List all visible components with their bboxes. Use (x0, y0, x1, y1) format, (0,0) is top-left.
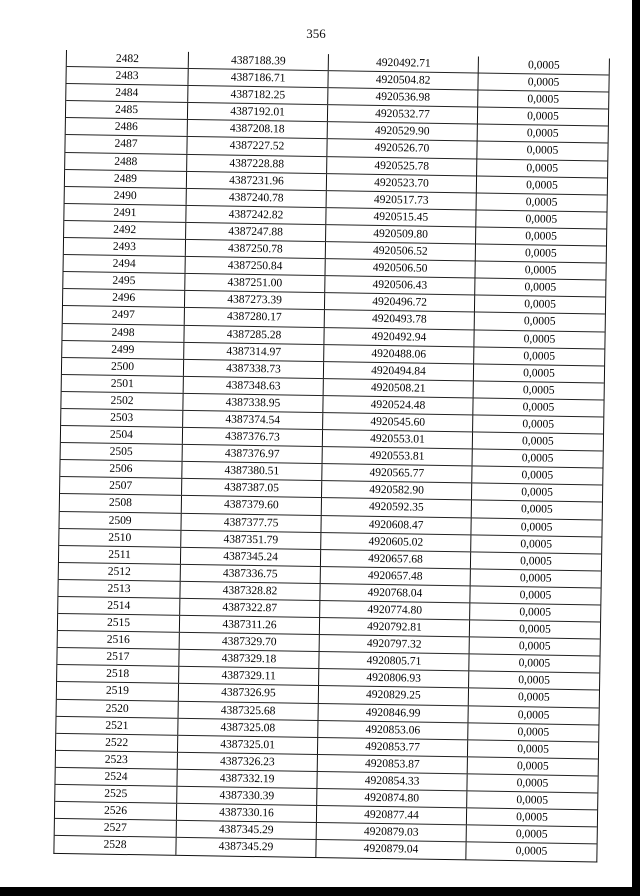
y-coordinate-cell: 4920494.84 (324, 362, 474, 380)
y-coordinate-cell: 4920509.80 (326, 225, 476, 243)
y-coordinate-cell: 4920854.33 (317, 772, 467, 790)
accuracy-cell: 0,0005 (519, 623, 551, 636)
point-number-cell: 2489 (65, 170, 187, 188)
point-number-cell: 2502 (61, 392, 183, 410)
point-number-cell: 2517 (57, 648, 179, 666)
accuracy-cell: 0,0005 (521, 486, 554, 500)
y-coordinate-cell: 4920829.25 (319, 687, 469, 705)
point-number-cell: 2518 (57, 665, 179, 683)
point-number-cell: 2521 (56, 717, 178, 735)
y-coordinate-cell: 4920792.81 (320, 618, 470, 636)
y-coordinate-cell: 4920877.44 (317, 806, 467, 824)
x-coordinate-cell: 4387326.23 (178, 753, 318, 771)
accuracy-cell: 0,0005 (524, 298, 556, 312)
x-coordinate-cell: 4387325.08 (178, 719, 318, 737)
y-coordinate-cell: 4920492.71 (329, 54, 479, 72)
x-coordinate-cell: 4387332.19 (177, 770, 317, 788)
y-coordinate-cell: 4920774.80 (320, 601, 470, 619)
accuracy-cell: 0,0005 (522, 401, 555, 414)
y-coordinate-cell: 4920879.04 (316, 840, 466, 859)
point-number-cell: 2494 (64, 255, 186, 273)
accuracy-cell: 0,0005 (515, 828, 548, 841)
accuracy-cell: 0,0005 (519, 572, 552, 585)
accuracy-cell: 0,0005 (516, 777, 549, 790)
accuracy-cell: 0,0005 (516, 794, 549, 807)
x-coordinate-cell: 4387329.11 (179, 667, 319, 685)
y-coordinate-cell: 4920853.87 (318, 755, 468, 773)
y-coordinate-cell: 4920853.77 (318, 738, 468, 756)
x-coordinate-cell: 4387285.28 (184, 325, 324, 343)
accuracy-cell: 0,0005 (519, 589, 552, 602)
accuracy-cell: 0,0005 (521, 469, 554, 482)
accuracy-cell: 0,0005 (519, 606, 552, 619)
x-coordinate-cell: 4387240.78 (187, 189, 327, 207)
point-number-cell: 2512 (59, 563, 181, 581)
y-coordinate-cell: 4920506.52 (326, 242, 476, 260)
accuracy-cell: 0,0005 (521, 452, 554, 465)
coordinates-table (53, 50, 610, 863)
y-coordinate-cell: 4920493.78 (325, 311, 475, 329)
accuracy-cell: 0,0005 (523, 315, 556, 329)
accuracy-cell: 0,0005 (524, 264, 557, 277)
accuracy-cell: 0,0005 (526, 144, 559, 158)
point-number-cell: 2523 (56, 751, 178, 769)
y-coordinate-cell: 4920592.35 (322, 499, 472, 517)
x-coordinate-cell: 4387348.63 (184, 377, 324, 395)
x-coordinate-cell: 4387376.73 (183, 428, 323, 446)
y-coordinate-cell: 4920565.77 (322, 464, 472, 482)
point-number-cell: 2492 (64, 221, 186, 239)
y-coordinate-cell: 4920853.06 (318, 721, 468, 739)
x-coordinate-cell: 4387280.17 (185, 308, 325, 326)
x-coordinate-cell: 4387231.96 (187, 172, 327, 190)
accuracy-cell: 0,0005 (517, 708, 550, 722)
accuracy-cell: 0,0005 (515, 845, 548, 858)
y-coordinate-cell: 4920506.50 (325, 259, 475, 277)
y-coordinate-cell: 4920879.03 (317, 823, 467, 841)
x-coordinate-cell: 4387314.97 (184, 342, 324, 360)
point-number-cell: 2527 (55, 819, 177, 837)
point-number-cell: 2488 (65, 153, 187, 171)
x-coordinate-cell: 4387338.95 (183, 394, 323, 412)
point-number-cell: 2522 (56, 734, 178, 752)
x-coordinate-cell: 4387250.84 (186, 257, 326, 275)
x-coordinate-cell: 4387227.52 (187, 137, 327, 155)
y-coordinate-cell: 4920553.81 (323, 447, 473, 465)
x-coordinate-cell: 4387228.88 (187, 154, 327, 172)
point-number-cell: 2525 (55, 785, 177, 803)
y-coordinate-cell: 4920508.21 (324, 379, 474, 397)
x-coordinate-cell: 4387326.95 (179, 684, 319, 702)
x-coordinate-cell: 4387338.73 (184, 360, 324, 378)
point-number-cell: 2514 (58, 597, 180, 615)
y-coordinate-cell: 4920532.77 (328, 105, 478, 123)
y-coordinate-cell: 4920526.70 (327, 140, 477, 158)
accuracy-cell: 0,0005 (527, 76, 560, 89)
y-coordinate-cell: 4920506.43 (325, 276, 475, 294)
accuracy-cell: 0,0005 (520, 554, 552, 568)
accuracy-cell: 0,0005 (520, 503, 553, 517)
accuracy-cell: 0,0005 (523, 366, 555, 380)
x-coordinate-cell: 4387329.70 (180, 633, 320, 651)
y-coordinate-cell: 4920529.90 (328, 122, 478, 140)
y-coordinate-cell: 4920523.70 (327, 174, 477, 192)
accuracy-cell: 0,0005 (520, 520, 553, 534)
point-number-cell: 2485 (66, 101, 188, 119)
accuracy-cell: 0,0005 (525, 213, 558, 226)
accuracy-cell: 0,0005 (516, 811, 548, 824)
point-number-cell: 2508 (60, 494, 182, 512)
point-number-cell: 2497 (63, 306, 185, 324)
y-coordinate-cell: 4920524.48 (323, 396, 473, 414)
y-coordinate-cell: 4920806.93 (319, 669, 469, 687)
y-coordinate-cell: 4920805.71 (319, 652, 469, 670)
x-coordinate-cell: 4387182.25 (188, 86, 328, 104)
y-coordinate-cell: 4920657.68 (321, 550, 471, 568)
point-number-cell: 2511 (59, 546, 181, 564)
x-coordinate-cell: 4387380.51 (182, 462, 322, 480)
point-number-cell: 2505 (61, 443, 183, 461)
point-number-cell: 2491 (64, 204, 186, 222)
x-coordinate-cell: 4387322.87 (180, 599, 320, 617)
x-coordinate-cell: 4387325.68 (179, 701, 319, 719)
y-coordinate-cell: 4920517.73 (327, 191, 477, 209)
x-coordinate-cell: 4387374.54 (183, 411, 323, 429)
x-coordinate-cell: 4387328.82 (180, 582, 320, 600)
accuracy-cell: 0,0005 (525, 230, 558, 243)
x-coordinate-cell: 4387330.16 (177, 804, 317, 822)
point-number-cell: 2509 (59, 511, 181, 529)
accuracy-cell: 0,0005 (518, 640, 551, 653)
accuracy-cell: 0,0005 (522, 384, 555, 397)
point-number-cell: 2503 (61, 409, 183, 427)
y-coordinate-cell: 4920545.60 (323, 413, 473, 431)
point-number-cell: 2493 (64, 238, 186, 256)
accuracy-cell: 0,0005 (526, 178, 558, 192)
y-coordinate-cell: 4920605.02 (321, 533, 471, 551)
x-coordinate-cell: 4387251.00 (185, 274, 325, 292)
accuracy-cell: 0,0005 (522, 435, 554, 448)
y-coordinate-cell: 4920492.94 (324, 328, 474, 346)
y-coordinate-cell: 4920797.32 (320, 635, 470, 653)
x-coordinate-cell: 4387379.60 (182, 496, 322, 514)
y-coordinate-cell: 4920496.72 (325, 293, 475, 311)
x-coordinate-cell: 4387186.71 (188, 69, 328, 87)
y-coordinate-cell: 4920608.47 (321, 516, 471, 534)
accuracy-cell: 0,0005 (518, 657, 551, 670)
point-number-cell: 2510 (59, 529, 181, 547)
x-coordinate-cell: 4387345.24 (181, 548, 321, 566)
accuracy-cell: 0,0005 (524, 247, 557, 260)
accuracy-cell: 0,0005 (527, 59, 560, 72)
y-coordinate-cell: 4920582.90 (322, 481, 472, 499)
y-coordinate-cell: 4920525.78 (327, 157, 477, 175)
x-coordinate-cell: 4387208.18 (188, 120, 328, 138)
y-coordinate-cell: 4920846.99 (319, 704, 469, 722)
x-coordinate-cell: 4387192.01 (188, 103, 328, 121)
point-number-cell: 2516 (58, 631, 180, 649)
accuracy-cell: 0,0005 (526, 161, 559, 175)
x-coordinate-cell: 4387250.78 (186, 240, 326, 258)
point-number-cell: 2483 (66, 67, 188, 85)
x-coordinate-cell: 4387188.39 (189, 52, 329, 70)
point-number-cell: 2524 (55, 768, 177, 786)
point-number-cell: 2487 (65, 135, 187, 153)
accuracy-cell: 0,0005 (524, 281, 557, 294)
point-number-cell: 2482 (67, 50, 189, 68)
x-coordinate-cell: 4387329.18 (179, 650, 319, 668)
y-coordinate-cell: 4920657.48 (321, 567, 471, 585)
y-coordinate-cell: 4920504.82 (328, 71, 478, 89)
y-coordinate-cell: 4920488.06 (324, 345, 474, 363)
y-coordinate-cell: 4920553.01 (323, 430, 473, 448)
point-number-cell: 2484 (66, 84, 188, 102)
point-number-cell: 2515 (58, 614, 180, 632)
x-coordinate-cell: 4387387.05 (182, 479, 322, 497)
accuracy-cell: 0,0005 (527, 93, 560, 106)
accuracy-cell: 0,0005 (517, 742, 549, 756)
y-coordinate-cell: 4920536.98 (328, 88, 478, 106)
point-number-cell: 2520 (57, 699, 179, 717)
x-coordinate-cell: 4387247.88 (186, 223, 326, 241)
point-number-cell: 2519 (57, 682, 179, 700)
x-coordinate-cell: 4387242.82 (186, 206, 326, 224)
x-coordinate-cell: 4387311.26 (180, 616, 320, 634)
point-number-cell: 2490 (65, 187, 187, 205)
x-coordinate-cell: 4387377.75 (181, 513, 321, 531)
accuracy-cell: 0,0005 (520, 537, 553, 551)
x-coordinate-cell: 4387336.75 (181, 565, 321, 583)
point-number-cell: 2506 (60, 460, 182, 478)
accuracy-cell: 0,0005 (517, 725, 550, 739)
point-number-cell: 2507 (60, 477, 182, 495)
page-number: 356 (306, 26, 326, 41)
x-coordinate-cell: 4387273.39 (185, 291, 325, 309)
accuracy-cell: 0,0005 (518, 674, 551, 688)
x-coordinate-cell: 4387376.97 (183, 445, 323, 463)
point-number-cell: 2501 (62, 375, 184, 393)
x-coordinate-cell: 4387345.29 (177, 821, 317, 839)
y-coordinate-cell: 4920874.80 (317, 789, 467, 807)
point-number-cell: 2499 (62, 341, 184, 359)
accuracy-cell: 0,0005 (522, 418, 555, 431)
accuracy-cell: 0,0005 (516, 760, 549, 773)
point-number-cell: 2498 (62, 323, 184, 341)
y-coordinate-cell: 4920768.04 (320, 584, 470, 602)
point-number-cell: 2486 (66, 118, 188, 136)
accuracy-cell: 0,0005 (523, 349, 556, 363)
accuracy-cell: 0,0005 (526, 127, 559, 141)
x-coordinate-cell: 4387351.79 (181, 530, 321, 548)
x-coordinate-cell: 4387325.01 (178, 736, 318, 754)
point-number-cell: 2500 (62, 358, 184, 376)
point-number-cell: 2504 (61, 426, 183, 444)
accuracy-cell: 0,0005 (527, 110, 559, 124)
accuracy-cell: 0,0005 (523, 332, 556, 346)
x-coordinate-cell: 4387330.39 (177, 787, 317, 805)
point-number-cell: 2495 (63, 272, 185, 290)
point-number-cell: 2513 (58, 580, 180, 598)
point-number-cell: 2526 (55, 802, 177, 820)
accuracy-cell: 0,0005 (517, 691, 550, 705)
point-number-cell: 2528 (54, 836, 176, 855)
y-coordinate-cell: 4920515.45 (326, 208, 476, 226)
x-coordinate-cell: 4387345.29 (176, 838, 316, 857)
accuracy-cell: 0,0005 (525, 195, 558, 209)
point-number-cell: 2496 (63, 289, 185, 307)
